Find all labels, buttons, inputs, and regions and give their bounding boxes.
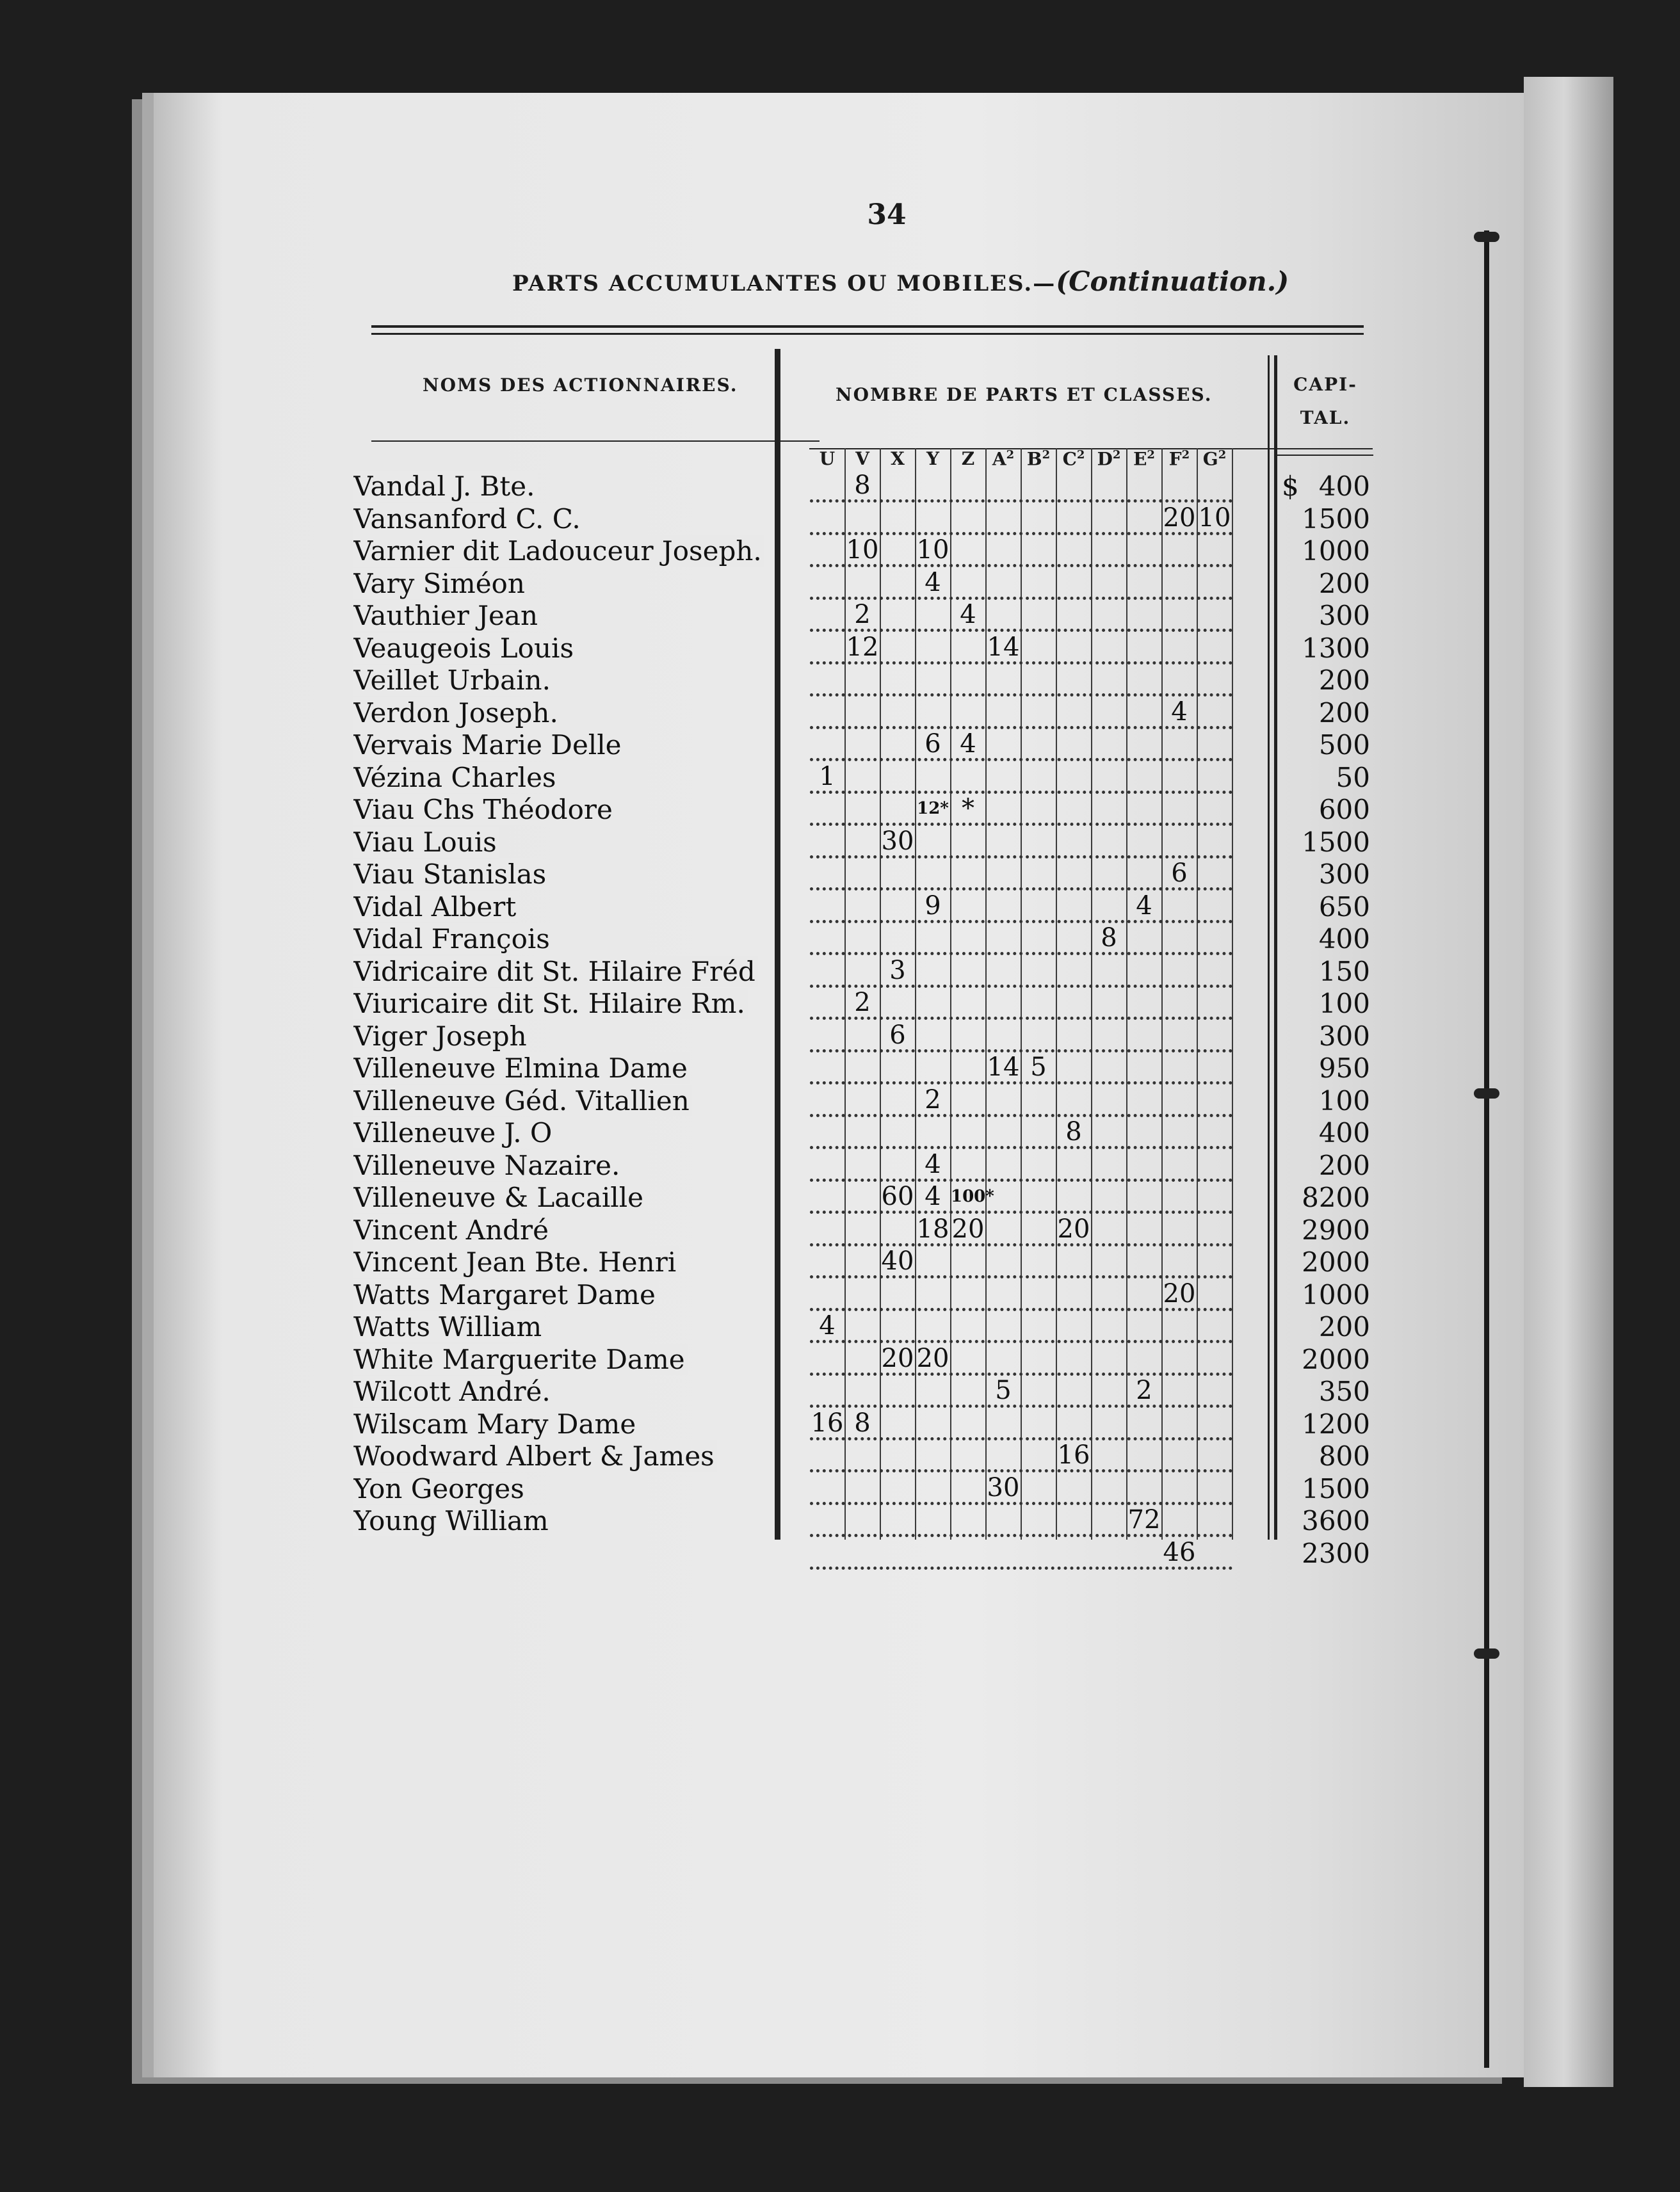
capital-amount: 1500 (1302, 1472, 1370, 1504)
capital-amount: 500 (1318, 729, 1370, 761)
class-column-y: Y (926, 448, 939, 469)
leader-dots (810, 1311, 1232, 1343)
shareholder-name: Wilscam Mary Dame (353, 1408, 802, 1440)
table-row (0, 1214, 1680, 1246)
class-column-e2: $E^2$ (1133, 448, 1155, 470)
share-count-v: 10 (846, 535, 879, 565)
shareholder-name: Vincent André (353, 1214, 802, 1246)
share-count-y: 4 (925, 567, 941, 597)
class-column-u: U (819, 448, 836, 469)
heading-continuation: (Continuation.) (1056, 266, 1289, 297)
shareholder-name: Varnier dit Ladouceur Joseph. (353, 535, 802, 567)
table-row (0, 1473, 1680, 1505)
header-capital-line1: CAPI- (1293, 374, 1357, 395)
share-count-y: 6 (925, 729, 941, 759)
capital-amount: 1200 (1302, 1408, 1370, 1440)
capital-amount: 50 (1336, 761, 1370, 793)
shareholder-name: Veillet Urbain. (353, 665, 802, 697)
table-row (0, 1440, 1680, 1472)
class-column-b2: $B^2$ (1026, 448, 1051, 470)
header-rule-capital (1277, 455, 1373, 456)
shareholder-name: Villeneuve & Lacaille (353, 1182, 802, 1214)
leader-dots (810, 826, 1232, 858)
share-count-y: 10 (916, 535, 949, 565)
capital-amount: 3600 (1302, 1505, 1370, 1536)
shareholder-name: Vansanford C. C. (353, 503, 802, 535)
share-count-v: 2 (854, 600, 871, 629)
share-count-g2: 10 (1198, 503, 1231, 533)
capital-amount: 1300 (1302, 632, 1370, 664)
leader-dots (810, 891, 1232, 923)
leader-dots (810, 794, 1232, 826)
share-count-y: 2 (925, 1084, 941, 1115)
leader-dots (810, 1085, 1232, 1117)
share-count-y: 9 (925, 890, 941, 921)
share-count-z: 4 (960, 729, 976, 759)
share-count-a2: 14 (987, 1052, 1020, 1082)
table-row (0, 1344, 1680, 1376)
heading-main: PARTS ACCUMULANTES OU MOBILES.— (512, 271, 1056, 296)
leader-dots (810, 1376, 1232, 1408)
share-count-z: 20 (951, 1214, 985, 1244)
shareholder-name: Villeneuve Géd. Vitallien (353, 1085, 802, 1117)
capital-amount: 600 (1318, 794, 1370, 825)
table-row (0, 1117, 1680, 1149)
table-row (0, 923, 1680, 955)
leader-dots (810, 1117, 1232, 1149)
leader-dots (810, 1344, 1232, 1376)
shareholder-name: Verdon Joseph. (353, 697, 802, 729)
shareholder-name: Vidal Albert (353, 891, 802, 923)
leader-dots (810, 762, 1232, 794)
shareholder-name: Viger Joseph (353, 1020, 802, 1052)
share-count-a2: 5 (995, 1376, 1012, 1405)
shareholder-name: Viau Louis (353, 826, 802, 858)
table-row (0, 826, 1680, 858)
shareholder-name: Watts William (353, 1311, 802, 1343)
share-count-v: 8 (854, 471, 871, 500)
class-column-c2: $C^2$ (1062, 448, 1085, 470)
share-count-y: 4 (925, 1182, 941, 1211)
share-count-x: 3 (889, 955, 906, 985)
share-count-y: 4 (925, 1149, 941, 1179)
shareholder-name: Vincent Jean Bte. Henri (353, 1246, 802, 1278)
top-rule-2 (371, 333, 1364, 335)
table-row (0, 891, 1680, 923)
table-row (0, 1279, 1680, 1311)
share-count-x: 6 (889, 1020, 906, 1050)
share-count-d2: 8 (1101, 923, 1117, 953)
shareholder-name: Vauthier Jean (353, 600, 802, 632)
table-row (0, 858, 1680, 890)
share-count-x: 20 (881, 1343, 914, 1373)
capital-amount: 400 (1318, 923, 1370, 955)
share-count-v: 12 (846, 632, 879, 662)
share-count-u: 4 (819, 1311, 836, 1341)
table-row (0, 1376, 1680, 1408)
shareholder-name: Viau Stanislas (353, 858, 802, 890)
shareholder-name: Villeneuve Nazaire. (353, 1150, 802, 1182)
shareholder-name: Wilcott André. (353, 1376, 802, 1408)
shareholder-name: Vidal François (353, 923, 802, 955)
table-row (0, 1408, 1680, 1440)
shareholder-name: Young William (353, 1505, 802, 1537)
shareholder-name: Viau Chs Théodore (353, 794, 802, 826)
share-count-v: 8 (854, 1408, 871, 1438)
table-row (0, 568, 1680, 600)
shareholder-name: Yon Georges (353, 1473, 802, 1505)
table-row (0, 471, 1680, 503)
share-count-e2: 4 (1136, 890, 1152, 921)
capital-amount: 400 (1318, 471, 1370, 502)
capital-amount: 200 (1318, 567, 1370, 599)
share-count-v: 2 (854, 988, 871, 1017)
capital-amount: 950 (1318, 1052, 1370, 1084)
share-count-y: 20 (916, 1343, 949, 1373)
share-count-z: 100* (951, 1187, 994, 1206)
share-count-e2: 72 (1127, 1505, 1161, 1535)
header-capital (1287, 368, 1364, 435)
leader-dots (810, 1150, 1232, 1182)
capital-amount: 350 (1318, 1376, 1370, 1407)
capital-amount: 100 (1318, 988, 1370, 1019)
capital-amount: 300 (1318, 600, 1370, 631)
share-count-f2: 20 (1163, 1278, 1196, 1309)
share-count-y: 12* (917, 799, 949, 818)
share-count-c2: 8 (1065, 1117, 1082, 1147)
share-count-x: 30 (881, 826, 914, 856)
capital-amount: 1500 (1302, 503, 1370, 535)
table-row (0, 988, 1680, 1020)
capital-amount: 200 (1318, 1149, 1370, 1181)
share-count-c2: 16 (1057, 1440, 1090, 1470)
table-row (0, 1505, 1680, 1537)
shareholder-name: Veaugeois Louis (353, 633, 802, 665)
table-row (0, 762, 1680, 794)
shareholder-name: Vidricaire dit St. Hilaire Fréd (353, 956, 802, 988)
header-names: NOMS DES ACTIONNAIRES. (423, 375, 738, 396)
share-count-y: 18 (916, 1214, 949, 1244)
table-row (0, 633, 1680, 665)
class-column-z: Z (961, 448, 975, 469)
leader-dots (810, 1505, 1232, 1537)
leader-dots (810, 568, 1232, 600)
shareholder-name: Watts Margaret Dame (353, 1279, 802, 1311)
currency-symbol: $ (1282, 471, 1299, 502)
capital-amount: 300 (1318, 1020, 1370, 1052)
leader-dots (810, 956, 1232, 988)
capital-amount: 2000 (1302, 1246, 1370, 1278)
leader-dots (810, 1246, 1232, 1278)
table-row (0, 1538, 1680, 1570)
capital-amount: 2900 (1302, 1214, 1370, 1246)
capital-amount: 8200 (1302, 1182, 1370, 1213)
shareholder-name: Vary Siméon (353, 568, 802, 600)
top-rule (371, 325, 1364, 328)
capital-amount: 100 (1318, 1084, 1370, 1116)
shareholder-name: Villeneuve Elmina Dame (353, 1052, 802, 1084)
table-row (0, 600, 1680, 632)
capital-amount: 800 (1318, 1440, 1370, 1472)
table-row (0, 1182, 1680, 1214)
table-row (0, 1311, 1680, 1343)
share-count-f2: 20 (1163, 503, 1196, 533)
table-row (0, 1085, 1680, 1117)
class-column-f2: $F^2$ (1168, 448, 1190, 470)
shareholder-name: Vézina Charles (353, 762, 802, 794)
table-row (0, 1246, 1680, 1278)
capital-amount: 1000 (1302, 1278, 1370, 1310)
share-count-x: 60 (881, 1182, 914, 1211)
table-row (0, 1020, 1680, 1052)
leader-dots (810, 1440, 1232, 1472)
share-count-a2: 14 (987, 632, 1020, 662)
shareholder-name: Woodward Albert & James (353, 1440, 802, 1472)
share-count-u: 16 (811, 1408, 844, 1438)
share-count-z: 4 (960, 600, 976, 629)
share-count-z: * (962, 794, 974, 823)
capital-amount: 1000 (1302, 535, 1370, 567)
share-count-f2: 46 (1163, 1537, 1196, 1567)
share-count-e2: 2 (1136, 1376, 1152, 1405)
share-count-x: 40 (881, 1246, 914, 1276)
share-count-f2: 4 (1171, 697, 1188, 727)
table-row (0, 729, 1680, 761)
header-rule-names (371, 440, 820, 442)
class-column-a2: $A^2$ (992, 448, 1015, 470)
header-shares: NOMBRE DE PARTS ET CLASSES. (836, 384, 1213, 405)
table-row (0, 956, 1680, 988)
capital-amount: 650 (1318, 890, 1370, 923)
leader-dots (810, 729, 1232, 761)
table-row (0, 1150, 1680, 1182)
binding-thread (1474, 232, 1499, 242)
share-count-f2: 6 (1171, 858, 1188, 888)
table-row (0, 665, 1680, 697)
class-column-d2: $D^2$ (1097, 448, 1121, 470)
binding-thread (1474, 1648, 1499, 1659)
page-number: 34 (867, 198, 907, 231)
page-heading (512, 266, 1289, 297)
leader-dots (810, 923, 1232, 955)
table-row (0, 697, 1680, 729)
class-column-v: V (855, 448, 869, 469)
table-row (0, 794, 1680, 826)
capital-amount: 200 (1318, 1311, 1370, 1342)
capital-amount: 200 (1318, 697, 1370, 729)
capital-amount: 150 (1318, 955, 1370, 987)
capital-amount: 2300 (1302, 1537, 1370, 1569)
leader-dots (810, 1214, 1232, 1246)
shareholder-name: Vandal J. Bte. (353, 471, 802, 503)
table-row (0, 1052, 1680, 1084)
leader-dots (810, 1473, 1232, 1505)
table-row (0, 503, 1680, 535)
class-column-g2: $G^2$ (1202, 448, 1227, 470)
header-capital-line2: TAL. (1300, 407, 1351, 428)
share-count-b2: 5 (1030, 1052, 1047, 1082)
capital-amount: 200 (1318, 665, 1370, 696)
share-count-c2: 20 (1057, 1214, 1090, 1244)
shareholder-name: Viuricaire dit St. Hilaire Rm. (353, 988, 802, 1020)
shareholder-name: Vervais Marie Delle (353, 729, 802, 761)
table-row (0, 535, 1680, 567)
shareholder-name: White Marguerite Dame (353, 1344, 802, 1376)
capital-amount: 1500 (1302, 826, 1370, 858)
capital-amount: 300 (1318, 858, 1370, 890)
leader-dots (810, 1020, 1232, 1052)
capital-amount: 2000 (1302, 1343, 1370, 1375)
share-count-a2: 30 (987, 1472, 1020, 1503)
share-count-u: 1 (819, 761, 836, 791)
leader-dots (810, 665, 1232, 697)
shareholder-name: Villeneuve J. O (353, 1117, 802, 1149)
capital-amount: 400 (1318, 1117, 1370, 1148)
leader-dots (810, 1182, 1232, 1214)
class-column-x: X (891, 448, 905, 469)
